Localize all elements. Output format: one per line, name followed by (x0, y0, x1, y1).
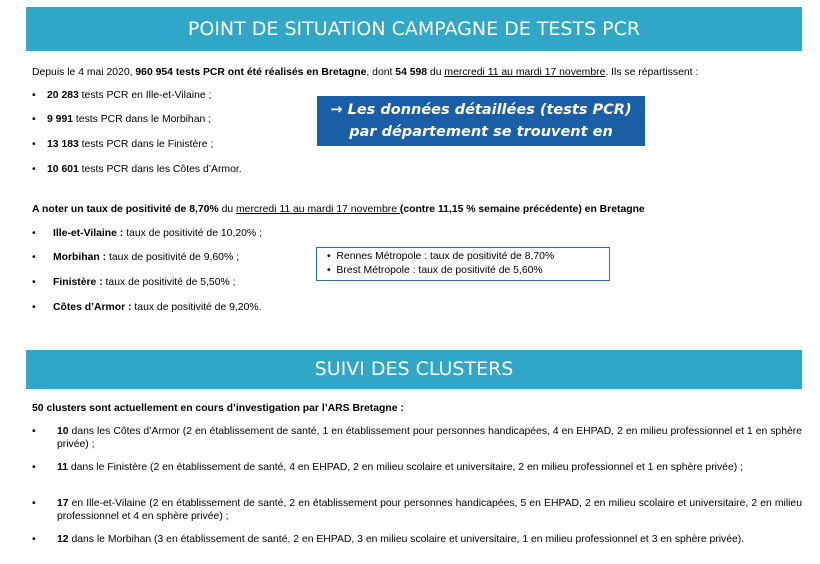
clusters-intro: 50 clusters sont actuellement en cours d’investigation par l’ARS Bretagne : (32, 403, 404, 414)
list-item-cluster-cotes-armor (32, 426, 802, 451)
cluster-detail: en Ille-et-Vilaine (2 en établissement de santé, 2 en établissement pour personnes handicapées, 5 en EHPAD, 2 en milieu scolaire et universitaire, 2 en milieu professionnel et 4 en sphère privée) ; (57, 498, 802, 522)
annex-callout (317, 96, 645, 162)
rate-value: taux de positivité de 9,20%. (131, 302, 262, 313)
metro-brest-text: Brest Métropole : taux de positivité de 5,60% (336, 265, 543, 276)
list-item-tests-ille (32, 89, 211, 102)
bullet-glyph: • (32, 114, 36, 125)
list-item-cluster-finistere (32, 462, 802, 475)
tests-count: 9 991 (47, 114, 74, 125)
metro-rennes-text: Rennes Métropole : taux de positivité de 8,70% (336, 251, 555, 262)
bullet-glyph: • (32, 426, 36, 437)
bullet-glyph: • (32, 277, 36, 288)
bullet-glyph: • (32, 90, 36, 101)
rate-value: taux de positivité de 5,50% ; (102, 277, 236, 288)
bullet-glyph: • (32, 462, 36, 473)
rate-value: taux de positivité de 9,60% ; (106, 252, 239, 263)
callout-line-2: par département se trouvent en annexe (349, 124, 613, 162)
cluster-count: 11 (57, 462, 68, 473)
intro-period: mercredi 11 au mardi 17 novembre (444, 67, 606, 78)
rate-value: taux de positivité de 10,20% ; (123, 228, 262, 239)
tests-label: tests PCR en Ille-et-Vilaine ; (78, 90, 212, 101)
bullet-glyph: • (32, 139, 36, 150)
positivity-period: mercredi 11 au mardi 17 novembre (236, 204, 400, 215)
intro-text-2: , dont (366, 67, 396, 78)
section-title-clusters: SUIVI DES CLUSTERS (314, 358, 514, 380)
positivity-comparison: (contre 11,15 % semaine précédente) en Bretagne (399, 204, 645, 215)
bullet-glyph: • (327, 251, 331, 262)
intro-week-tests: 54 598 (395, 67, 428, 78)
tests-count: 13 183 (47, 139, 79, 150)
rate-department: Finistère : (53, 277, 103, 288)
bullet-glyph: • (32, 228, 36, 239)
bullet-glyph: • (32, 164, 36, 175)
cluster-count: 12 (57, 534, 69, 545)
bullet-glyph: • (327, 265, 331, 276)
list-item-rate-finistere (32, 276, 236, 289)
positivity-text: du (218, 204, 237, 215)
intro-total-tests: 960 954 tests PCR ont été réalisés en Bretagne (135, 67, 367, 78)
cluster-count: 10 (57, 426, 69, 437)
tests-label: tests PCR dans le Finistère ; (78, 139, 214, 150)
list-item-rate-morbihan (32, 251, 239, 264)
intro-text-1: Depuis le 4 mai 2020, (32, 67, 136, 78)
cluster-detail: dans le Finistère (2 en établissement de santé, 4 en EHPAD, 2 en milieu scolaire et universitaire, 2 en milieu professionnel et 1 en sphère privée) ; (67, 462, 743, 473)
section-title-pcr: POINT DE SITUATION CAMPAGNE DE TESTS PCR (187, 18, 641, 40)
rate-department: Morbihan : (53, 252, 107, 263)
bullet-glyph: • (32, 252, 36, 263)
bullet-glyph: • (32, 302, 36, 313)
tests-count: 20 283 (47, 90, 79, 101)
metro-item-rennes (327, 250, 609, 264)
list-item-rate-cotes-armor (32, 301, 261, 314)
positivity-rate: A noter un taux de positivité de 8,70% (32, 204, 219, 215)
tests-label: tests PCR dans les Côtes d’Armor. (78, 164, 242, 175)
callout-line-1: → Les données détaillées (tests PCR) (330, 102, 632, 118)
cluster-detail: dans les Côtes d’Armor (2 en établissement de santé, 1 en établissement pour personnes handicapées, 4 en EHPAD, 2 en milieu professionnel et 1 en sphère privée) ; (57, 426, 802, 450)
list-item-cluster-morbihan (32, 534, 802, 547)
tests-count: 10 601 (47, 164, 79, 175)
section-banner-pcr (26, 7, 802, 51)
rate-department: Ille-et-Vilaine : (53, 228, 124, 239)
list-item-rate-ille (32, 227, 262, 240)
cluster-count: 17 (57, 498, 69, 509)
list-item-tests-morbihan (32, 113, 211, 126)
intro-text-3: du (427, 67, 445, 78)
bullet-glyph: • (32, 534, 36, 545)
list-item-cluster-ille (32, 498, 802, 523)
intro-text-4: . Ils se répartissent : (605, 67, 699, 78)
metropole-rates-box (316, 247, 610, 281)
tests-label: tests PCR dans le Morbihan ; (73, 114, 212, 125)
metro-item-brest (327, 264, 609, 278)
list-item-tests-finistere (32, 138, 213, 151)
positivity-paragraph (32, 203, 645, 216)
cluster-detail: dans le Morbihan (3 en établissement de santé, 2 en EHPAD, 3 en milieu scolaire et universitaire, 1 en milieu professionnel et 3 en sphère privée). (68, 534, 745, 545)
section-banner-clusters (26, 350, 802, 389)
list-item-tests-cotes-armor (32, 163, 242, 176)
pcr-intro-paragraph (32, 66, 698, 79)
bullet-glyph: • (32, 498, 36, 509)
rate-department: Côtes d’Armor : (53, 302, 132, 313)
